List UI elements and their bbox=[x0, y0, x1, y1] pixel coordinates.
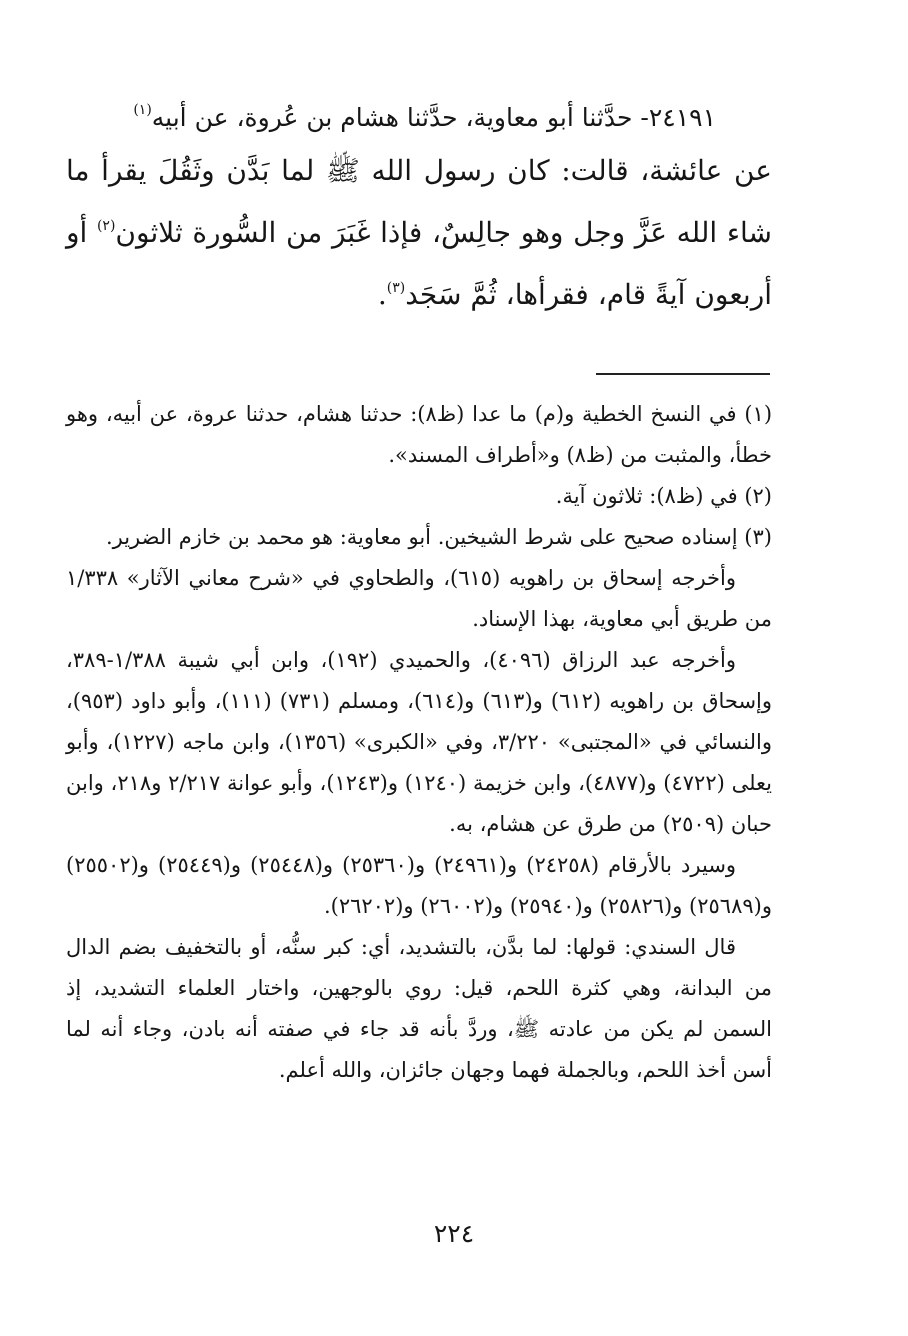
footnote-marker: (٣) bbox=[386, 280, 406, 296]
footnote-marker: (٢) bbox=[96, 218, 116, 234]
footnote: (٢) في (ظ٨): ثلاثون آية. bbox=[555, 484, 772, 508]
footnote-paragraph: وأخرجه عبد الرزاق (٤٠٩٦)، والحميدي (١٩٢)، وابن أبي شيبة ١/٣٨٨-٣٨٩، وإسحاق بن راهويه (٦١٢) و(٦١٣) و(٦١٤)، ومسلم (٧٣١) (١١١)، وأبو داود (٩٥٣)، والنسائي في «المجتبى» ٣/٢٢٠، وفي «الكبرى» (١٣٥٦)، وابن ماجه (١٢٢٧)، وأبو يعلى (٤٧٢٢) و(٤٨٧٧)، وابن خزيمة (١٢٤٠) و(١٢٤٣)، وأبو عوانة ٢/٢١٧ و٢١٨، وابن حبان (٢٥٠٩) من طرق عن هشام، به. bbox=[66, 648, 773, 836]
hadith-chain-text: ٢٤١٩١- حدَّثنا أبو معاوية، حدَّثنا هشام بن عُروة، عن أبيه bbox=[151, 103, 716, 132]
hadith-text-part: عن عائشة، قالت: كان رسول الله ﷺ لما بَدَّن وثَقُلَ يقرأ ما شاء الله عَزَّ وجل وهو جالِسٌ، فإذا غَبَرَ من السُّورة ثلاثون bbox=[66, 154, 772, 249]
hadith-chain bbox=[66, 96, 716, 140]
page-number: ٢٢٤ bbox=[433, 1219, 475, 1248]
hadith-text bbox=[66, 140, 772, 326]
hadith-text-end: . bbox=[377, 278, 387, 311]
footnote-paragraph: قال السندي: قولها: لما بدَّن، بالتشديد، أي: كبر سنُّه، أو بالتخفيف بضم الدال من البدانة، وهي كثرة اللحم، قيل: روي بالوجهين، واختار العلماء التشديد، إذ السمن لم يكن من عادته ﷺ، وردَّ بأنه قد جاء في صفته أنه بادن، وجاء أنه لما أسن أخذ اللحم، وبالجملة فهما وجهان جائزان، والله أعلم. bbox=[66, 935, 772, 1082]
footnote: (١) في النسخ الخطية و(م) ما عدا (ظ٨): حدثنا هشام، حدثنا عروة، عن أبيه، وهو خطأ، والمثبت من (ظ٨) و«أطراف المسند». bbox=[66, 402, 773, 467]
footnote-separator bbox=[596, 373, 770, 375]
hadith-text-part: أو أربعون آيةً قام، فقرأها، ثُمَّ سَجَد bbox=[66, 216, 772, 311]
footnote-marker: (١) bbox=[133, 102, 152, 118]
footnote: (٣) إسناده صحيح على شرط الشيخين. أبو معاوية: هو محمد بن خازم الضرير. bbox=[105, 525, 772, 549]
footnote-paragraph: وسيرد بالأرقام (٢٤٢٥٨) و(٢٤٩٦١) و(٢٥٣٦٠) و(٢٥٤٤٨) و(٢٥٤٤٩) و(٢٥٥٠٢) و(٢٥٦٨٩) و(٢٥٨٢٦) و(٢٥٩٤٠) و(٢٦٠٠٢) و(٢٦٢٠٢). bbox=[66, 853, 772, 918]
footnotes bbox=[66, 394, 772, 1091]
footnote-paragraph: وأخرجه إسحاق بن راهويه (٦١٥)، والطحاوي في «شرح معاني الآثار» ١/٣٣٨ من طريق أبي معاوية، بهذا الإسناد. bbox=[66, 566, 772, 631]
hadith-block bbox=[66, 96, 772, 326]
